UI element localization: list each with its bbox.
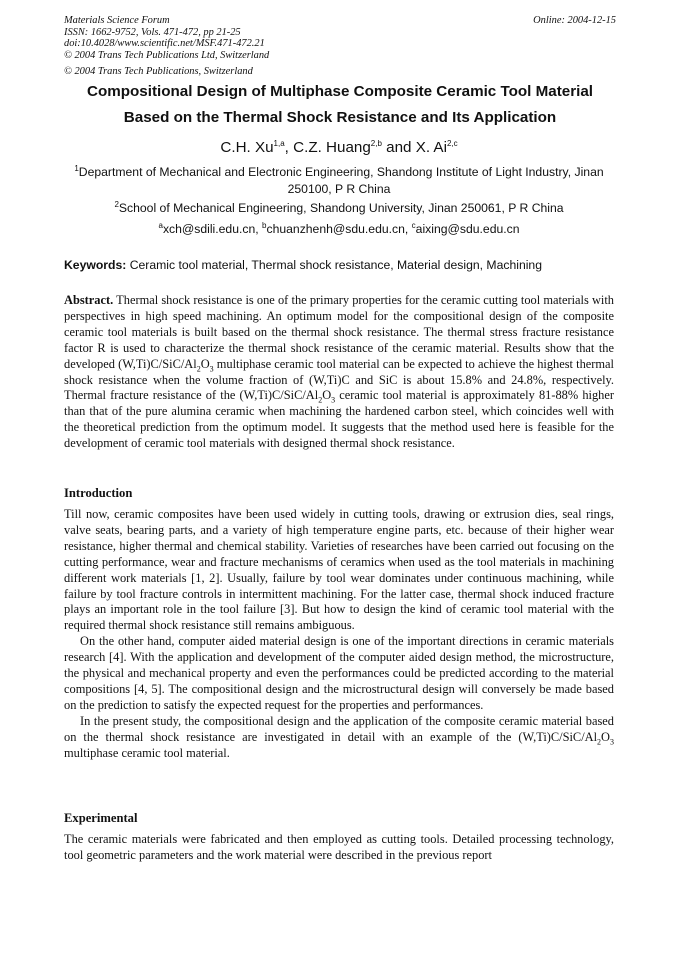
- email-a-sup: a: [158, 220, 163, 230]
- introduction-heading: Introduction: [64, 486, 133, 500]
- intro-p3-text-3: multiphase ceramic tool material.: [64, 745, 230, 760]
- keywords: [64, 257, 624, 273]
- experimental-body: [64, 832, 614, 864]
- keywords-text: Ceramic tool material, Thermal shock resistance, Material design, Machining: [126, 258, 542, 272]
- author-2-sup: 2,b: [370, 138, 382, 148]
- abstract-text-3: multiphase ceramic tool material can be expected to achieve the highest thermal shock resistance when the volume fraction of (W,Ti)C and SiC is about 15.8% and 24.8%, respectively. Thermal fracture resistance of the (W,Ti)C/SiC/Al: [64, 356, 614, 403]
- author-3: X. Ai: [415, 139, 447, 156]
- email-c: aixing@sdu.edu.cn: [415, 222, 520, 236]
- title-line-1: Compositional Design of Multiphase Composite Ceramic Tool Material: [86, 83, 594, 100]
- affiliation-1-text: Department of Mechanical and Electronic Engineering, Shandong Institute of Light Industry, Jinan 250100, P R China: [78, 165, 604, 196]
- abstract: [64, 293, 614, 452]
- author-1: C.H. Xu: [220, 139, 274, 156]
- affiliation-2-sup: 2: [114, 199, 119, 209]
- paper-title: [50, 79, 630, 131]
- abstract-sub-1: 2: [196, 364, 201, 374]
- intro-p3-sub-1: 2: [597, 737, 602, 747]
- experimental-heading: Experimental: [64, 811, 138, 825]
- email-b-sup: b: [262, 220, 267, 230]
- author-list: [0, 138, 678, 158]
- abstract-text-2: O: [200, 356, 210, 371]
- journal-name: Materials Science Forum: [64, 15, 170, 26]
- intro-p3-sub-2: 3: [610, 737, 614, 747]
- email-c-sup: c: [411, 220, 416, 230]
- introduction-body: [64, 507, 614, 762]
- copyright-current: © 2004 Trans Tech Publications Ltd, Switzerland: [64, 49, 270, 61]
- abstract-text-5: ceramic tool material is approximately 81-88% higher than that of the pure alumina ceramic when machining the hardened carbon steel, which coincides well with the theoretical prediction from the optimum model. It suggests that the method used here is feasible for the development of ceramic tool materials with designed thermal shock resistance.: [64, 388, 615, 451]
- abstract-sub-4: 3: [331, 395, 336, 405]
- intro-paragraph-2: On the other hand, computer aided material design is one of the important directions in ceramic materials research [4]. With the application and development of the computer aided design method, the microstructure, the physical and mechanical property and even the performances could be predicted according to the material compositions [4, 5]. The compositional design and the microstructural design will conversely be made based on the prediction to satisfy the expected request for the properties and performances.: [64, 634, 614, 712]
- doi-line: doi:10.4028/www.scientific.net/MSF.471-472.21: [64, 38, 265, 50]
- abstract-label: Abstract.: [64, 293, 114, 307]
- intro-p3-text-1: In the present study, the compositional design and the application of the composite ceramic material based on the thermal shock resistance are investigated in detail with an example of the (W,Ti)C/SiC/Al: [64, 713, 614, 744]
- intro-paragraph-3: [64, 714, 614, 762]
- keywords-label: Keywords:: [64, 258, 127, 272]
- author-3-sup: 2,c: [446, 138, 458, 148]
- affiliation-1-sup: 1: [74, 163, 79, 173]
- experimental-paragraph-1: The ceramic materials were fabricated and then employed as cutting tools. Detailed processing technology, tool geometric parameters and the work material were described in the previous report: [64, 832, 614, 862]
- email-a: xch@sdili.edu.cn,: [162, 222, 263, 236]
- abstract-sub-3: 2: [318, 395, 323, 405]
- affiliation-2-text: School of Mechanical Engineering, Shandong University, Jinan 250061, P R China: [118, 201, 564, 215]
- author-sep-1: ,: [284, 139, 294, 156]
- author-emails: [60, 221, 618, 238]
- publication-header: [64, 15, 616, 78]
- online-date: Online: 2004-12-15: [533, 15, 616, 26]
- affiliation-1: [60, 164, 618, 198]
- intro-p3-text-2: O: [601, 729, 610, 744]
- affiliation-2: [60, 200, 618, 217]
- author-1-sup: 1,a: [273, 138, 285, 148]
- issn-line: ISSN: 1662-9752, Vols. 471-472, pp 21-25: [64, 26, 241, 38]
- author-sep-2: and: [381, 139, 416, 156]
- email-b: chuanzhenh@sdu.edu.cn,: [266, 222, 412, 236]
- intro-paragraph-1: Till now, ceramic composites have been used widely in cutting tools, drawing or extrusion dies, seal rings, valve seats, bearing parts, and a variety of high temperature engine parts, etc. because of their higher wear resistance, higher thermal and chemical stability. Varieties of researches have been carried out focusing on the cutting performance, wear and fracture mechanisms of ceramics when used as the tool materials in machining different work materials [1, 2]. Usually, failure by tool wear dominates under continuous machining, while failure by tool fracture controls in intermittent machining. For the latter case, thermal shock induced fracture plays an important role in the tool failure [3]. But how to design the kind of ceramic tool material with the required thermal shock resistance still remains ambiguous.: [64, 507, 614, 633]
- abstract-text-4: O: [322, 388, 332, 403]
- abstract-sub-2: 3: [209, 364, 214, 374]
- copyright-original: © 2004 Trans Tech Publications, Switzerland: [64, 66, 253, 78]
- author-2: C.Z. Huang: [293, 139, 371, 156]
- abstract-text-1: Thermal shock resistance is one of the primary properties for the ceramic cutting tool materials with perspectives in high speed machining. An optimum model for the compositional design of the composite ceramic tool materials is built based on the thermal shock resistance. The thermal stress fracture resistance factor R is used to characterize the thermal shock resistance of the ceramic material. Results show that the developed (W,Ti)C/SiC/Al: [64, 293, 614, 371]
- title-line-2: Based on the Thermal Shock Resistance and Its Application: [123, 109, 557, 126]
